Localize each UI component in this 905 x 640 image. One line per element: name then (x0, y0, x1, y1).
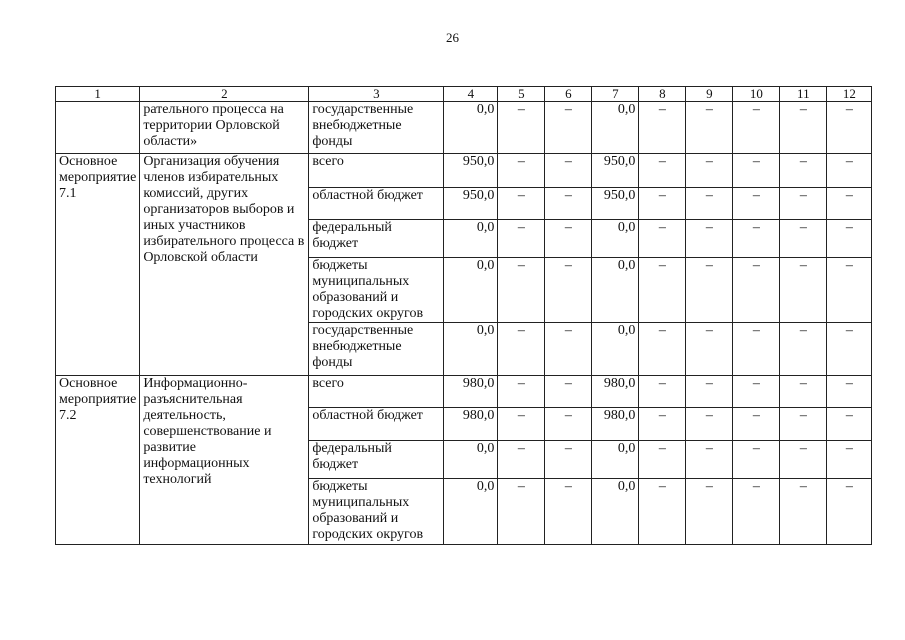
value-cell: 0,0 (592, 323, 639, 376)
value-cell: – (733, 408, 780, 441)
value-cell: – (498, 408, 545, 441)
funding-source-cell: государственные внебюджетные фонды (309, 323, 444, 376)
value-cell: – (545, 408, 592, 441)
value-cell: – (827, 323, 872, 376)
value-cell: – (827, 441, 872, 479)
header-cell: 9 (686, 87, 733, 102)
page-number: 26 (446, 30, 459, 45)
value-cell: – (545, 323, 592, 376)
value-cell: – (686, 479, 733, 545)
value-cell: – (639, 258, 686, 323)
value-cell: – (733, 323, 780, 376)
value-cell: – (733, 154, 780, 188)
value-cell: – (639, 188, 686, 220)
header-cell: 7 (592, 87, 639, 102)
value-cell: – (639, 479, 686, 545)
value-cell: – (780, 258, 827, 323)
table-row (56, 376, 872, 408)
value-cell: – (498, 188, 545, 220)
value-cell: – (780, 323, 827, 376)
activity-name-cell: Организация обучения членов избирательных комиссий, других организаторов выборов и иных участников избирательного процесса в Орловской области (140, 154, 309, 376)
value-cell: – (780, 441, 827, 479)
value-cell: – (827, 408, 872, 441)
value-cell: – (827, 102, 872, 154)
value-cell: 0,0 (444, 323, 498, 376)
activity-code-cell: Основное мероприятие 7.2 (56, 376, 140, 545)
budget-table (55, 86, 872, 545)
value-cell: 0,0 (592, 479, 639, 545)
funding-source-cell: всего (309, 376, 444, 408)
value-cell: – (545, 188, 592, 220)
funding-source-cell: федеральный бюджет (309, 441, 444, 479)
header-cell: 8 (639, 87, 686, 102)
table-row (56, 102, 872, 154)
activity-name-cell: Информационно-разъяснительная деятельность, совершенствование и развитие информационных технологий (140, 376, 309, 545)
value-cell: – (498, 220, 545, 258)
value-cell: – (827, 220, 872, 258)
funding-source-cell: государственные внебюджетные фонды (309, 102, 444, 154)
value-cell: – (827, 258, 872, 323)
value-cell: – (780, 188, 827, 220)
value-cell: – (498, 441, 545, 479)
value-cell: – (733, 188, 780, 220)
value-cell: 0,0 (444, 258, 498, 323)
value-cell: – (639, 441, 686, 479)
value-cell: – (545, 376, 592, 408)
value-cell: 950,0 (444, 188, 498, 220)
activity-name-cell: рательного процесса на территории Орловской области» (140, 102, 309, 154)
value-cell: – (733, 258, 780, 323)
value-cell: – (498, 376, 545, 408)
funding-source-cell: всего (309, 154, 444, 188)
value-cell: – (780, 154, 827, 188)
funding-source-cell: бюджеты муниципальных образований и городских округов (309, 258, 444, 323)
header-row (56, 87, 872, 102)
table-row (56, 154, 872, 188)
value-cell: 0,0 (444, 441, 498, 479)
value-cell: 980,0 (592, 376, 639, 408)
header-cell: 11 (780, 87, 827, 102)
value-cell: – (686, 376, 733, 408)
activity-code-cell (56, 102, 140, 154)
header-cell: 4 (444, 87, 498, 102)
value-cell: – (780, 376, 827, 408)
value-cell: – (498, 154, 545, 188)
header-cell: 5 (498, 87, 545, 102)
header-cell: 3 (309, 87, 444, 102)
value-cell: – (733, 220, 780, 258)
header-cell: 2 (140, 87, 309, 102)
value-cell: 980,0 (444, 408, 498, 441)
value-cell: – (639, 408, 686, 441)
value-cell: – (639, 376, 686, 408)
value-cell: 950,0 (592, 154, 639, 188)
value-cell: – (780, 220, 827, 258)
value-cell: 0,0 (444, 479, 498, 545)
value-cell: 980,0 (444, 376, 498, 408)
header-cell: 12 (827, 87, 872, 102)
value-cell: – (545, 258, 592, 323)
value-cell: – (827, 479, 872, 545)
header-cell: 1 (56, 87, 140, 102)
funding-source-cell: федеральный бюджет (309, 220, 444, 258)
value-cell: – (733, 102, 780, 154)
value-cell: – (827, 376, 872, 408)
value-cell: – (545, 220, 592, 258)
value-cell: – (733, 441, 780, 479)
activity-code-cell: Основное мероприятие 7.1 (56, 154, 140, 376)
value-cell: – (498, 479, 545, 545)
value-cell: – (780, 479, 827, 545)
value-cell: 0,0 (444, 220, 498, 258)
value-cell: – (686, 102, 733, 154)
value-cell: – (686, 258, 733, 323)
value-cell: 980,0 (592, 408, 639, 441)
value-cell: – (686, 323, 733, 376)
value-cell: – (498, 323, 545, 376)
value-cell: 0,0 (444, 102, 498, 154)
value-cell: – (733, 376, 780, 408)
value-cell: 0,0 (592, 220, 639, 258)
value-cell: – (498, 258, 545, 323)
value-cell: – (545, 102, 592, 154)
funding-source-cell: бюджеты муниципальных образований и городских округов (309, 479, 444, 545)
value-cell: – (545, 441, 592, 479)
value-cell: – (827, 154, 872, 188)
value-cell: – (545, 154, 592, 188)
value-cell: 0,0 (592, 441, 639, 479)
value-cell: – (639, 102, 686, 154)
funding-source-cell: областной бюджет (309, 408, 444, 441)
value-cell: – (780, 102, 827, 154)
value-cell: 0,0 (592, 258, 639, 323)
funding-source-cell: областной бюджет (309, 188, 444, 220)
value-cell: – (639, 323, 686, 376)
header-cell: 10 (733, 87, 780, 102)
value-cell: – (498, 102, 545, 154)
header-cell: 6 (545, 87, 592, 102)
value-cell: – (686, 220, 733, 258)
value-cell: – (545, 479, 592, 545)
value-cell: 0,0 (592, 102, 639, 154)
value-cell: – (639, 154, 686, 188)
value-cell: – (780, 408, 827, 441)
value-cell: – (686, 188, 733, 220)
value-cell: 950,0 (444, 154, 498, 188)
value-cell: – (827, 188, 872, 220)
value-cell: 950,0 (592, 188, 639, 220)
value-cell: – (733, 479, 780, 545)
value-cell: – (686, 441, 733, 479)
value-cell: – (686, 154, 733, 188)
value-cell: – (686, 408, 733, 441)
value-cell: – (639, 220, 686, 258)
